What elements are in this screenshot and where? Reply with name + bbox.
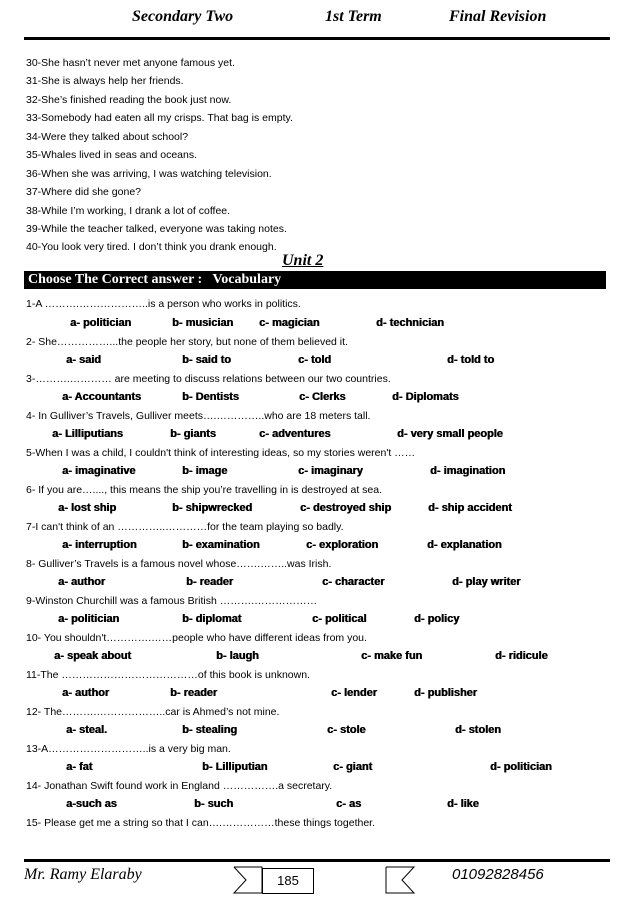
option-c: c- giant <box>333 761 373 773</box>
option-b: b- Dentists <box>182 391 239 403</box>
option-c: c- stole <box>327 724 366 736</box>
sentence-item: 31-She is always help her friends. <box>26 75 184 87</box>
sentence-item: 36-When she was arriving, I was watching television. <box>26 168 272 180</box>
page-number-banner <box>226 863 422 899</box>
option-a: a- imaginative <box>62 465 136 477</box>
section-heading: Choose The Correct answer : Vocabulary <box>24 271 606 289</box>
option-a: a- Lilliputians <box>52 428 123 440</box>
option-c: c- magician <box>259 317 320 329</box>
option-b: b- musician <box>172 317 234 329</box>
option-d: d- play writer <box>452 576 521 588</box>
option-b: b- such <box>194 798 234 810</box>
option-b: b- stealing <box>182 724 238 736</box>
option-c: c- destroyed ship <box>300 502 392 514</box>
option-a: a- steal. <box>66 724 107 736</box>
sentence-item: 34-Were they talked about school? <box>26 131 189 143</box>
option-a: a- Accountants <box>62 391 142 403</box>
header-grade: Secondary Two <box>132 8 234 25</box>
option-a: a- fat <box>66 761 93 773</box>
option-b: b- giants <box>170 428 216 440</box>
sentence-item: 30-She hasn’t never met anyone famous yet. <box>26 57 235 69</box>
option-a: a- politician <box>70 317 132 329</box>
option-d: d- explanation <box>427 539 502 551</box>
footer-phone: 01092828456 <box>452 866 544 883</box>
question-text: 4- In Gulliver’s Travels, Gulliver meets….…………..who are 18 meters tall. <box>26 410 371 422</box>
option-a: a- speak about <box>54 650 132 662</box>
option-b: b- shipwrecked <box>172 502 253 514</box>
option-c: c- Clerks <box>299 391 346 403</box>
option-c: c- as <box>336 798 362 810</box>
question-text: 7-I can't think of an …………..…………for the team playing so badly. <box>26 521 344 533</box>
option-a: a- interruption <box>62 539 137 551</box>
option-b: b- examination <box>182 539 260 551</box>
option-a: a- politician <box>58 613 120 625</box>
option-b: b- diplomat <box>182 613 242 625</box>
option-c: c- make fun <box>361 650 423 662</box>
option-c: c- adventures <box>259 428 331 440</box>
option-c: c- imaginary <box>298 465 363 477</box>
option-c: c- character <box>322 576 385 588</box>
option-b: b- said to <box>182 354 231 366</box>
question-text: 2- She……………...the people her story, but none of them believed it. <box>26 336 348 348</box>
option-a: a- author <box>62 687 110 699</box>
question-text: 3-……….………… are meeting to discuss relations between our two countries. <box>26 373 391 385</box>
option-b: b- reader <box>186 576 234 588</box>
option-c: c- political <box>312 613 367 625</box>
sentence-item: 35-Whales lived in seas and oceans. <box>26 149 198 161</box>
option-c: c- lender <box>331 687 377 699</box>
question-text: 12- The……….………………..car is Ahmed’s not mine. <box>26 706 280 718</box>
sentence-item: 40-You look very tired. I don’t think you drank enough. <box>26 241 277 253</box>
question-text: 8- Gulliver’s Travels is a famous novel whose…….……..was Irish. <box>26 558 332 570</box>
option-d: d- technician <box>376 317 444 329</box>
question-text: 1-A ……….………………..is a person who works in politics. <box>26 298 301 310</box>
sentence-item: 39-While the teacher talked, everyone was taking notes. <box>26 223 287 235</box>
header-term: 1st Term <box>325 8 382 25</box>
sentence-item: 33-Somebody had eaten all my crisps. That bag is empty. <box>26 112 293 124</box>
unit-title: Unit 2 <box>282 252 324 269</box>
footer-rule <box>24 859 610 862</box>
option-a: a-such as <box>66 798 117 810</box>
option-b: b- reader <box>170 687 218 699</box>
option-b: b- Lilliputian <box>202 761 268 773</box>
question-text: 5-When I was a child, I couldn't think of interesting ideas, so my stories weren't …… <box>26 447 416 459</box>
sentence-item: 37-Where did she gone? <box>26 186 141 198</box>
option-d: d- stolen <box>455 724 501 736</box>
option-d: d- ship accident <box>428 502 512 514</box>
option-a: a- author <box>58 576 106 588</box>
header-rule <box>24 37 610 40</box>
option-a: a- lost ship <box>58 502 117 514</box>
question-text: 6- If you are…...., this means the ship you’re travelling in is destroyed at sea. <box>26 484 383 496</box>
option-d: d- imagination <box>430 465 506 477</box>
question-text: 14- Jonathan Swift found work in England …………….a secretary. <box>26 780 333 792</box>
sentence-item: 32-She’s finished reading the book just now. <box>26 94 232 106</box>
footer-author: Mr. Ramy Elaraby <box>24 866 142 883</box>
question-text: 9-Winston Churchill was a famous British ……….……………… <box>26 595 318 607</box>
option-d: d- like <box>447 798 479 810</box>
option-d: d- told to <box>447 354 495 366</box>
option-b: b- laugh <box>216 650 259 662</box>
option-a: a- said <box>66 354 101 366</box>
option-d: d- very small people <box>397 428 503 440</box>
question-text: 15- Please get me a string so that I can….……………these things together. <box>26 817 376 829</box>
option-c: c- told <box>298 354 331 366</box>
option-d: d- ridicule <box>495 650 548 662</box>
option-c: c- exploration <box>306 539 379 551</box>
option-d: d- publisher <box>414 687 477 699</box>
header-title: Final Revision <box>449 8 547 25</box>
page-header <box>0 8 638 32</box>
question-text: 10- You shouldn't………….……people who have different ideas from you. <box>26 632 367 644</box>
question-text: 11-The …………………………………of this book is unknown. <box>26 669 310 681</box>
page-number: 185 <box>262 868 314 894</box>
question-text: 13-A………………………..is a very big man. <box>26 743 231 755</box>
sentence-item: 38-While I’m working, I drank a lot of coffee. <box>26 205 231 217</box>
option-b: b- image <box>182 465 228 477</box>
option-d: d- politician <box>490 761 552 773</box>
option-d: d- Diplomats <box>392 391 459 403</box>
option-d: d- policy <box>414 613 460 625</box>
